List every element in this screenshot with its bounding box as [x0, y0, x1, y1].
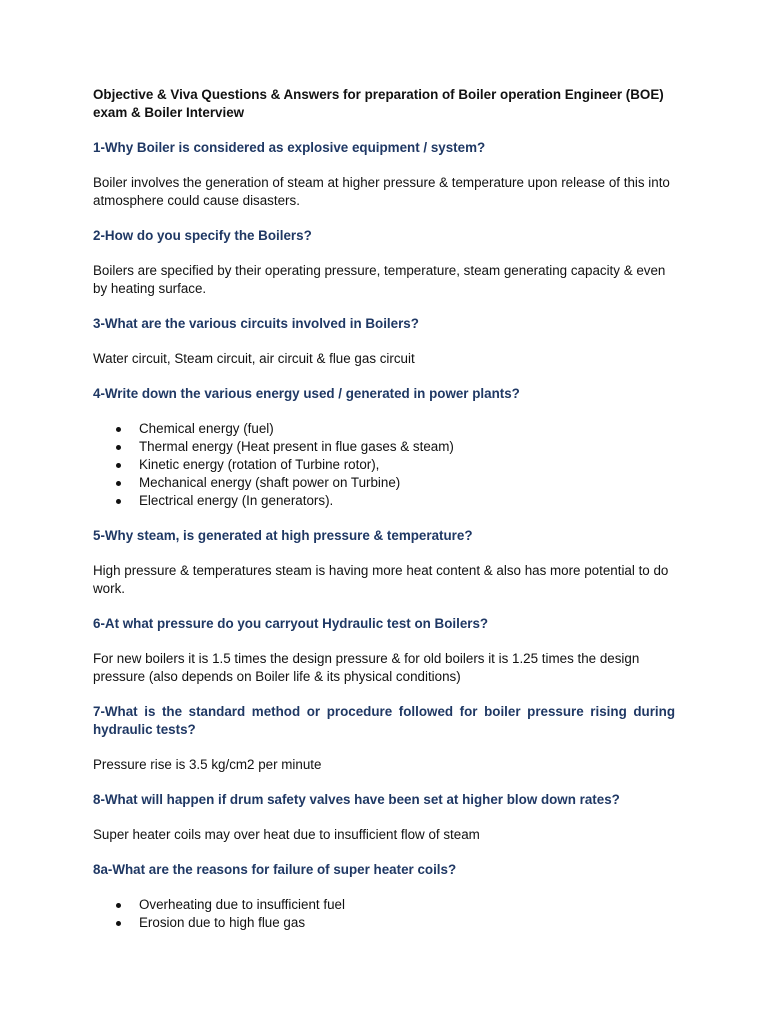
answer-5: High pressure & temperatures steam is having more heat content & also has more potential to do work. [93, 563, 669, 596]
bullet-icon [116, 921, 121, 926]
answer-2: Boilers are specified by their operating pressure, temperature, steam generating capacity & even by heating surface. [93, 263, 666, 296]
bullet-icon [116, 481, 121, 486]
answer-3: Water circuit, Steam circuit, air circuit & flue gas circuit [93, 351, 415, 366]
list-item: Mechanical energy (shaft power on Turbine) [93, 474, 675, 492]
document-page [93, 86, 675, 932]
answer-8: Super heater coils may over heat due to insufficient flow of steam [93, 827, 480, 842]
list-item: Kinetic energy (rotation of Turbine rotor), [93, 456, 675, 474]
question-3: 3-What are the various circuits involved in Boilers? [93, 316, 419, 331]
list-item: Chemical energy (fuel) [93, 420, 675, 438]
question-8a: 8a-What are the reasons for failure of super heater coils? [93, 862, 457, 877]
bullet-icon [116, 445, 121, 450]
answer-6: For new boilers it is 1.5 times the design pressure & for old boilers it is 1.25 times the design pressure (also depends on Boiler life & its physical conditions) [93, 651, 640, 684]
answer-1: Boiler involves the generation of steam at higher pressure & temperature upon release of this into atmosphere could cause disasters. [93, 175, 670, 208]
bullet-icon [116, 463, 121, 468]
answer-4-list [93, 420, 675, 510]
list-item: Thermal energy (Heat present in flue gases & steam) [93, 438, 675, 456]
document-title: Objective & Viva Questions & Answers for preparation of Boiler operation Engineer (BOE) exam & Boiler Interview [93, 87, 664, 120]
question-6: 6-At what pressure do you carryout Hydraulic test on Boilers? [93, 616, 489, 631]
bullet-icon [116, 903, 121, 908]
question-7: 7-What is the standard method or procedure followed for boiler pressure rising during hydraulic tests? [93, 704, 675, 737]
answer-8a-list [93, 896, 675, 932]
bullet-icon [116, 427, 121, 432]
question-2: 2-How do you specify the Boilers? [93, 228, 312, 243]
answer-7: Pressure rise is 3.5 kg/cm2 per minute [93, 757, 322, 772]
question-8: 8-What will happen if drum safety valves have been set at higher blow down rates? [93, 792, 620, 807]
question-5: 5-Why steam, is generated at high pressure & temperature? [93, 528, 473, 543]
question-1: 1-Why Boiler is considered as explosive equipment / system? [93, 140, 486, 155]
list-item: Electrical energy (In generators). [93, 492, 675, 510]
list-item: Erosion due to high flue gas [93, 914, 675, 932]
bullet-icon [116, 499, 121, 504]
list-item: Overheating due to insufficient fuel [93, 896, 675, 914]
question-4: 4-Write down the various energy used / generated in power plants? [93, 386, 520, 401]
